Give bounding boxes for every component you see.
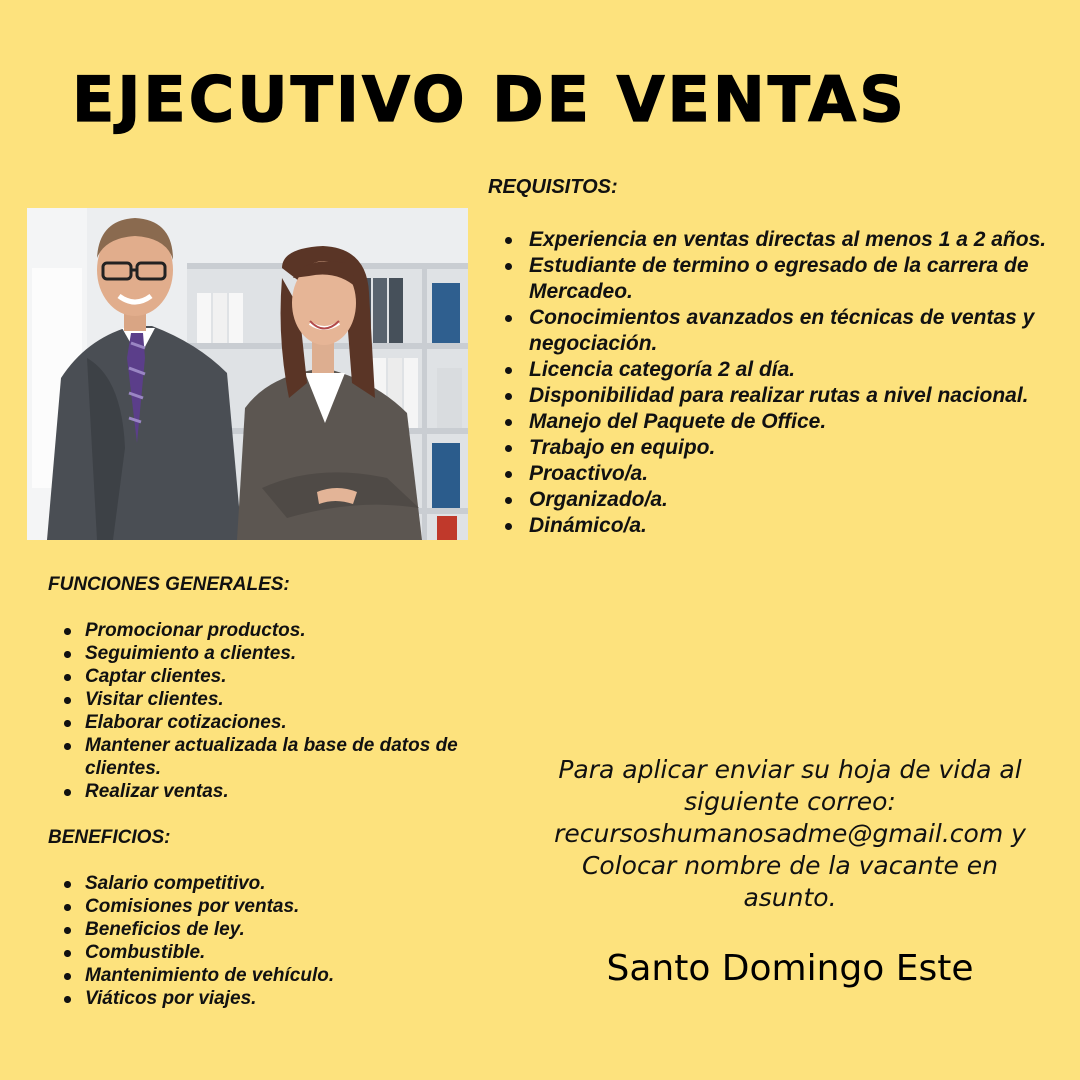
requisitos-section	[488, 174, 1060, 539]
list-item: Conocimientos avanzados en técnicas de ventas y negociación.	[488, 305, 1060, 357]
funciones-title: FUNCIONES GENERALES:	[48, 574, 290, 595]
list-item: Beneficios de ley.	[48, 918, 518, 941]
list-item: Captar clientes.	[48, 665, 518, 688]
list-item: Viáticos por viajes.	[48, 987, 518, 1010]
list-item: Combustible.	[48, 941, 518, 964]
list-item: Dinámico/a.	[488, 513, 1060, 539]
location-label: Santo Domingo Este	[606, 948, 974, 989]
business-team-photo	[27, 208, 468, 540]
list-item: Salario competitivo.	[48, 872, 518, 895]
list-item: Disponibilidad para realizar rutas a nivel nacional.	[488, 383, 1060, 409]
list-item: Mantenimiento de vehículo.	[48, 964, 518, 987]
beneficios-title: BENEFICIOS:	[48, 827, 171, 848]
list-item: Mantener actualizada la base de datos de clientes.	[48, 734, 518, 780]
list-item: Manejo del Paquete de Office.	[488, 409, 1060, 435]
requisitos-list	[488, 227, 1060, 539]
list-item: Organizado/a.	[488, 487, 1060, 513]
funciones-section	[48, 573, 518, 803]
list-item: Realizar ventas.	[48, 780, 518, 803]
apply-line: siguiente correo:	[684, 787, 896, 816]
list-item: Elaborar cotizaciones.	[48, 711, 518, 734]
list-item: Estudiante de termino o egresado de la carrera de Mercadeo.	[488, 253, 1060, 305]
list-item: Trabajo en equipo.	[488, 435, 1060, 461]
list-item: Comisiones por ventas.	[48, 895, 518, 918]
beneficios-list	[48, 872, 518, 1010]
funciones-list	[48, 619, 518, 803]
page-title: EJECUTIVO DE VENTAS	[72, 63, 907, 136]
list-item: Experiencia en ventas directas al menos 1 a 2 años.	[488, 227, 1060, 253]
list-item: Promocionar productos.	[48, 619, 518, 642]
apply-line: Colocar nombre de la vacante en	[581, 851, 999, 880]
beneficios-section	[48, 826, 518, 1010]
apply-line: Para aplicar enviar su hoja de vida al	[558, 755, 1022, 784]
apply-email: recursoshumanosadme@gmail.com y	[554, 819, 1026, 848]
list-item: Seguimiento a clientes.	[48, 642, 518, 665]
list-item: Visitar clientes.	[48, 688, 518, 711]
list-item: Proactivo/a.	[488, 461, 1060, 487]
requisitos-title: REQUISITOS:	[488, 176, 618, 198]
apply-line: asunto.	[743, 883, 837, 912]
apply-instructions	[520, 754, 1060, 914]
list-item: Licencia categoría 2 al día.	[488, 357, 1060, 383]
